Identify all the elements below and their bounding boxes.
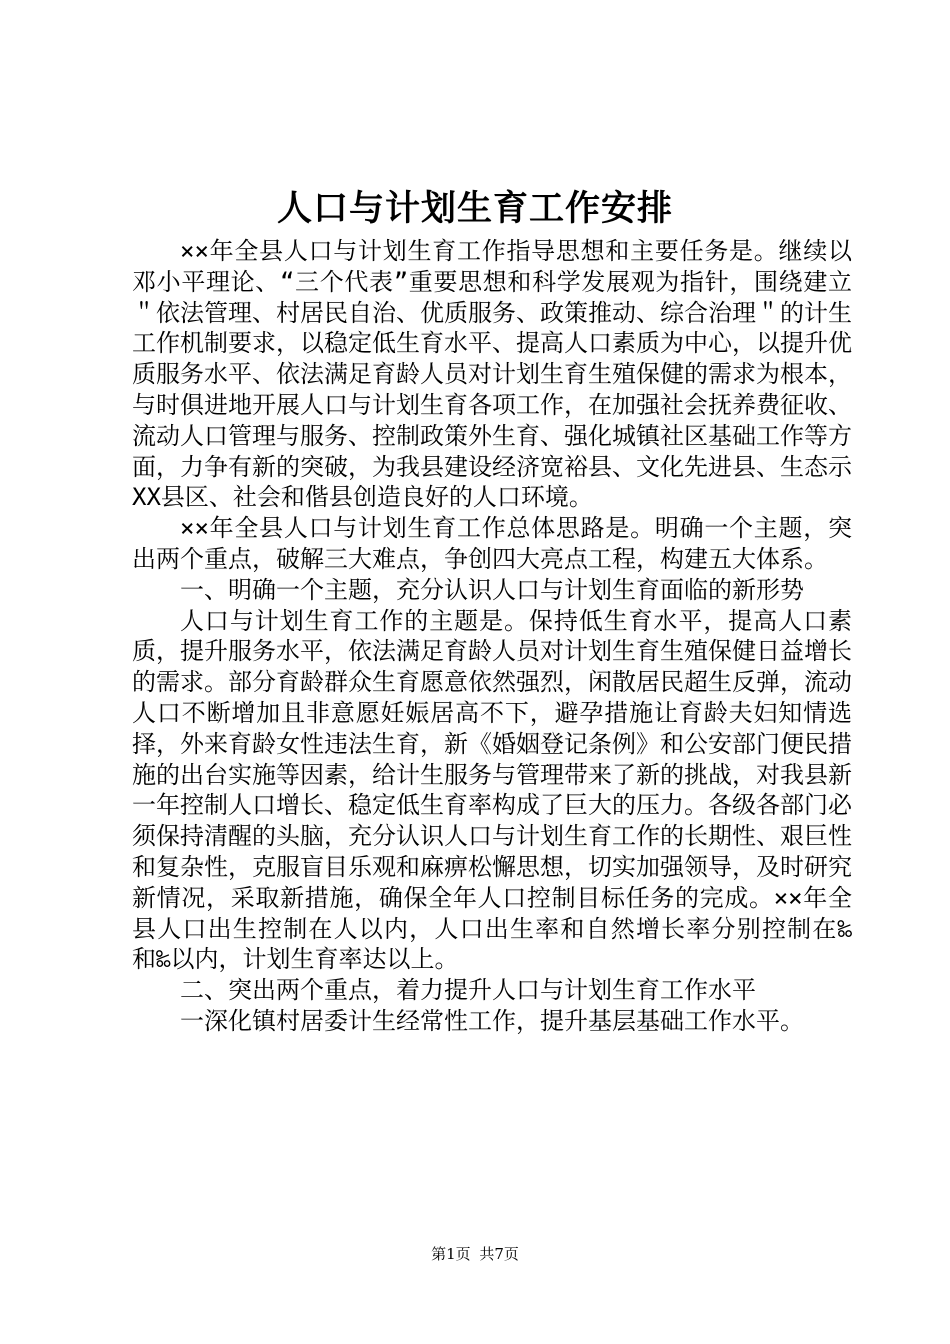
section-heading-1: 一、明确一个主题，充分认识人口与计划生育面临的新形势 xyxy=(180,575,804,604)
page-footer xyxy=(0,1243,950,1265)
document-title: 人口与计划生育工作安排 xyxy=(276,188,673,229)
paragraph-guiding-ideology: ××年全县人口与计划生育工作指导思想和主要任务是。继续以邓小平理论、“三个代表”重要思想和科学发展观为指针，围绕建立＂依法管理、村居民自治、优质服务、政策推动、综合治理＂的计生工作机制要求，以稳定低生育水平、提高人口素质为中心，以提升优质服务水平、依法满足育龄人员对计划生育生殖保健的需求为根本，与时俱进地开展人口与计划生育各项工作，在加强社会抚养费征收、流动人口管理与服务、控制政策外生育、强化城镇社区基础工作等方面，力争有新的突破，为我县建设经济宽裕县、文化先进县、生态示XX县区、社会和偕县创造良好的人口环境。 xyxy=(132,237,852,512)
paragraph-deepen-work: 一深化镇村居委计生经常性工作，提升基层基础工作水平。 xyxy=(180,1006,804,1035)
paragraph-overall-approach: ××年全县人口与计划生育工作总体思路是。明确一个主题，突出两个重点，破解三大难点，争创四大亮点工程，构建五大体系。 xyxy=(132,514,852,573)
page-number: 第1页 xyxy=(431,1245,471,1263)
section-heading-2: 二、突出两个重点，着力提升人口与计划生育工作水平 xyxy=(180,976,756,1005)
page-total: 共7页 xyxy=(479,1245,519,1263)
paragraph-theme: 人口与计划生育工作的主题是。保持低生育水平，提高人口素质，提升服务水平，依法满足育龄人员对计划生育生殖保健日益增长的需求。部分育龄群众生育愿意依然强烈，闲散居民超生反弹，流动人口不断增加且非意愿妊娠居高不下，避孕措施让育龄夫妇知情选择，外来育龄女性违法生育，新《婚姻登记条例》和公安部门便民措施的出台实施等因素，给计生服务与管理带来了新的挑战，对我县新一年控制人口增长、稳定低生育率构成了巨大的压力。各级各部门必须保持清醒的头脑，充分认识人口与计划生育工作的长期性、艰巨性和复杂性，克服盲目乐观和麻痹松懈思想，切实加强领导，及时研究新情况，采取新措施，确保全年人口控制目标任务的完成。××年全县人口出生控制在人以内，人口出生率和自然增长率分别控制在‰和‰以内，计划生育率达以上。 xyxy=(132,606,852,974)
document-body xyxy=(132,236,852,1037)
